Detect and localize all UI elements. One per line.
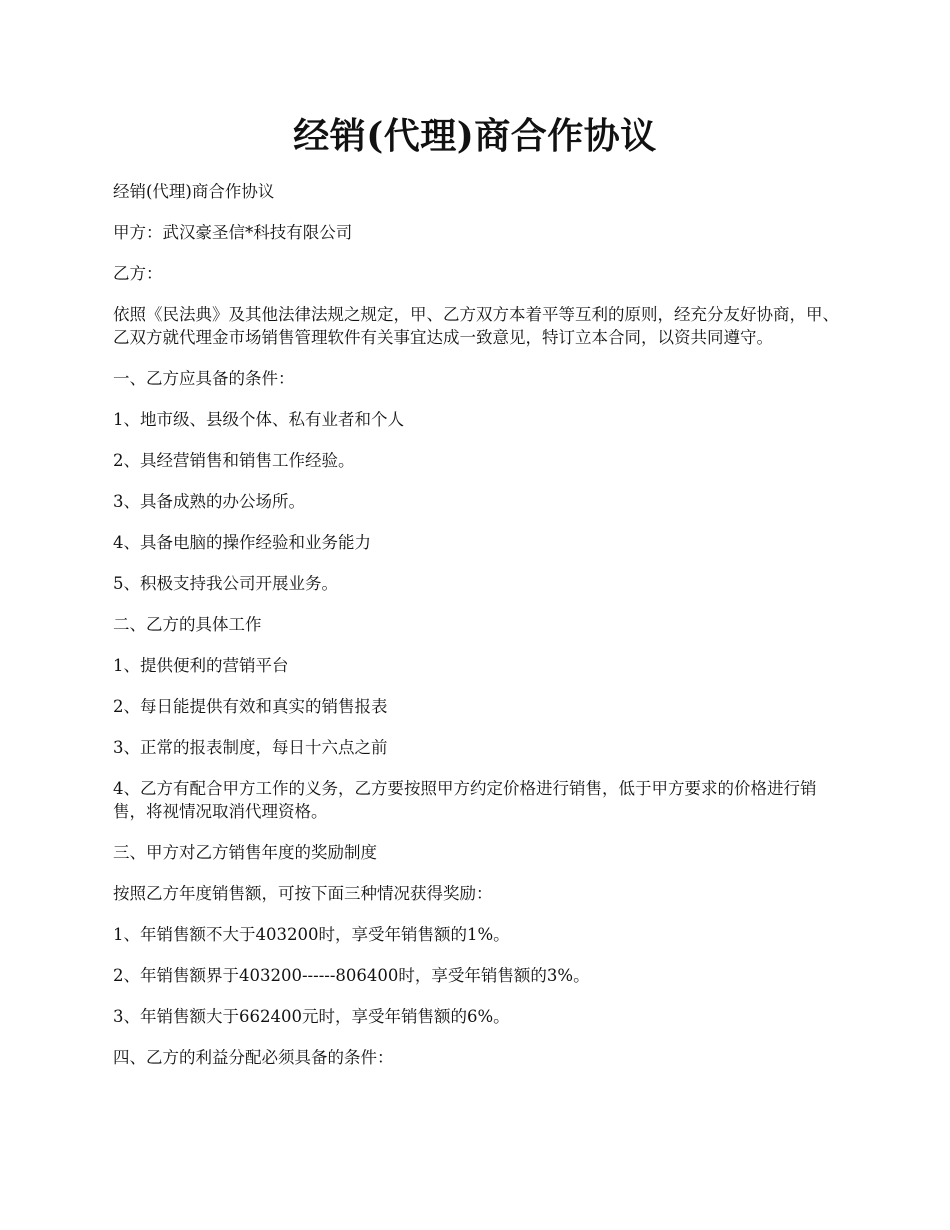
list-item: 2、每日能提供有效和真实的销售报表	[113, 697, 388, 716]
paragraph-party-a: 甲方：武汉豪圣信*科技有限公司	[113, 223, 353, 242]
list-item: 3、年销售额大于662400元时，享受年销售额的6%。	[113, 1007, 510, 1026]
document-title: 经销(代理)商合作协议	[293, 115, 657, 157]
list-item: 4、乙方有配合甲方工作的义务，乙方要按照甲方约定价格进行销售，低于甲方要求的价格进行销售，将视情况取消代理资格。	[113, 779, 817, 821]
list-item: 1、地市级、县级个体、私有业者和个人	[113, 410, 404, 429]
paragraph-reward-intro: 按照乙方年度销售额，可按下面三种情况获得奖励：	[113, 884, 493, 903]
document-body	[113, 180, 843, 1087]
paragraph-preamble: 依照《民法典》及其他法律法规之规定，甲、乙方双方本着平等互利的原则，经充分友好协商，甲、乙双方就代理金市场销售管理软件有关事宜达成一致意见，特订立本合同，以资共同遵守。	[113, 305, 839, 347]
section-heading-1: 一、乙方应具备的条件：	[113, 369, 295, 388]
list-item: 4、具备电脑的操作经验和业务能力	[113, 533, 371, 552]
section-heading-4: 四、乙方的利益分配必须具备的条件：	[113, 1048, 394, 1067]
list-item: 2、具经营销售和销售工作经验。	[113, 451, 355, 470]
list-item: 1、年销售额不大于403200时，享受年销售额的1%。	[113, 925, 510, 944]
list-item: 1、提供便利的营销平台	[113, 656, 289, 675]
list-item: 3、具备成熟的办公场所。	[113, 492, 305, 511]
list-item: 2、年销售额界于403200------806400时，享受年销售额的3%。	[113, 966, 590, 985]
section-heading-3: 三、甲方对乙方销售年度的奖励制度	[113, 843, 377, 862]
section-heading-2: 二、乙方的具体工作	[113, 615, 262, 634]
paragraph-party-b: 乙方：	[113, 264, 163, 283]
list-item: 5、积极支持我公司开展业务。	[113, 574, 338, 593]
paragraph-subtitle: 经销(代理)商合作协议	[113, 182, 275, 201]
list-item: 3、正常的报表制度，每日十六点之前	[113, 738, 388, 757]
